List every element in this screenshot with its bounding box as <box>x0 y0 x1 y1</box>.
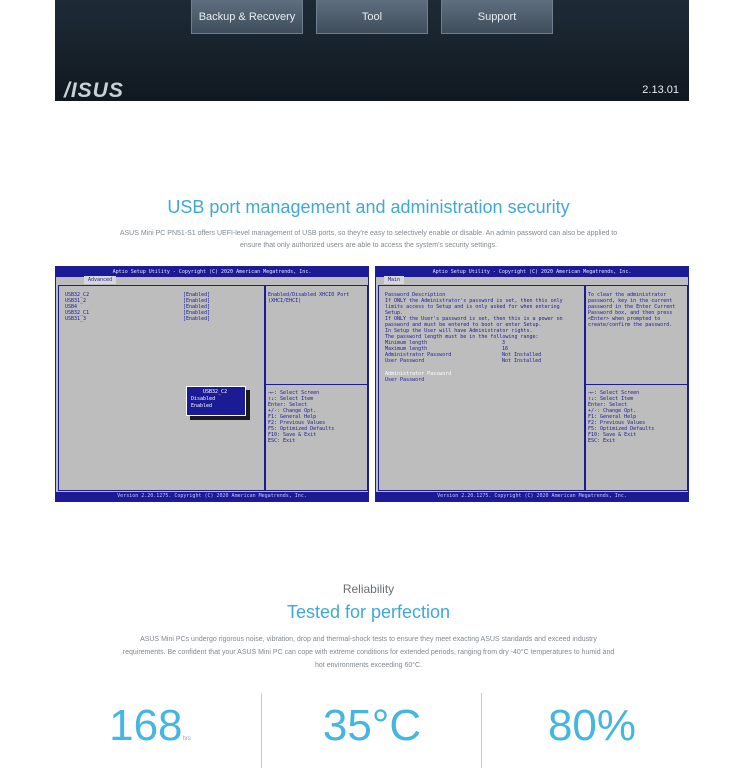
setting-value: Not Installed <box>502 352 542 358</box>
version-label: 2.13.01 <box>642 84 679 96</box>
reliability-label: Reliability <box>342 582 395 596</box>
bios-main-pane <box>58 285 265 491</box>
usb-port-value[interactable]: [Enabled] <box>183 298 211 304</box>
reliability-title: Tested for perfection <box>286 602 451 622</box>
setting-value: 16 <box>502 346 509 352</box>
help-text: Enabled/Disabled XHCI0 Port (XHCI/EHCI) <box>268 292 350 304</box>
bios-screen-usb <box>55 266 369 502</box>
setting-label: Minimum length <box>385 340 428 346</box>
bios-footer: Version 2.20.1275. Copyright (C) 2020 American Megatrends, Inc. <box>376 492 688 501</box>
stat-divider <box>481 693 482 768</box>
stat-humidity <box>522 701 662 751</box>
reliability-text-3: hot environments exceeding 60°C. <box>314 662 423 669</box>
bios-footer: Version 2.20.1275. Copyright (C) 2020 American Megatrends, Inc. <box>56 492 368 501</box>
usb-port-name[interactable]: USB32_C1 <box>65 310 90 316</box>
key-legend: →←: Select Screen ↑↓: Select Item Enter: Select +/-: Change Opt. F1: General Help F2: Previous Values F5: Optimized Defaults F10: Save & Exit ESC: Exit <box>588 390 655 444</box>
usb-port-value[interactable]: [Enabled] <box>183 304 211 310</box>
usb-port-name[interactable]: USB31_2 <box>65 298 87 304</box>
help-text: To clear the administrator password, key in the current password in the Enter Current Password box, and then press <Enter> when prompted to create/confirm the password. <box>588 292 676 328</box>
popup-option-enabled[interactable]: Enabled <box>191 403 213 409</box>
stat-value: 168 <box>109 701 183 750</box>
usb-port-name[interactable]: USB32_C2 <box>65 292 90 298</box>
usb-port-name[interactable]: USB31_3 <box>65 316 87 322</box>
bios-header: Aptio Setup Utility - Copyright (C) 2020 American Megatrends, Inc. <box>56 267 368 277</box>
asus-logo: /ISUS <box>64 79 124 102</box>
bios-utility-banner <box>55 0 689 101</box>
usb-section-title: USB port management and administration security <box>167 197 570 217</box>
backup-recovery-button[interactable]: Backup & Recovery <box>191 0 303 34</box>
tab-main[interactable]: Main <box>384 276 404 284</box>
popup-title: USB32_C2 <box>203 389 228 395</box>
stat-value: 35°C <box>322 701 422 750</box>
setting-value: Not Installed <box>502 358 542 364</box>
popup-option-disabled[interactable]: Disabled <box>191 396 216 402</box>
bios-main-pane <box>378 285 585 491</box>
bios-screen-security <box>375 266 689 502</box>
stat-temperature <box>302 701 442 751</box>
usb-section-subtitle-2: ensure that only authorized users are able to access the system's security settings. <box>240 242 497 249</box>
reliability-text-1: ASUS Mini PCs undergo rigorous noise, vibration, drop and thermal-shock tests to ensure they meet exacting ASUS standards and exceed industry <box>140 636 597 643</box>
option-popup[interactable] <box>186 386 246 416</box>
tool-button[interactable]: Tool <box>316 0 428 34</box>
stat-value: 80% <box>547 701 637 750</box>
support-button[interactable]: Support <box>441 0 553 34</box>
setting-label: Administrator Password <box>385 352 452 358</box>
usb-port-name[interactable]: USB4 <box>65 304 78 310</box>
setting-value: 3 <box>502 340 506 346</box>
bios-header: Aptio Setup Utility - Copyright (C) 2020 American Megatrends, Inc. <box>376 267 688 277</box>
stat-unit: hrs <box>182 736 191 742</box>
setting-label: User Password <box>385 358 425 364</box>
tab-advanced[interactable]: Advanced <box>84 276 116 284</box>
stat-hours <box>100 701 200 751</box>
bios-help-pane <box>585 285 688 491</box>
key-legend: →←: Select Screen ↑↓: Select Item Enter: Select +/-: Change Opt. F1: General Help F2: Previous Values F5: Optimized Defaults F10: Save & Exit ESC: Exit <box>268 390 335 444</box>
setting-label: Maximum length <box>385 346 428 352</box>
usb-port-value[interactable]: [Enabled] <box>183 316 211 322</box>
usb-section-subtitle-1: ASUS Mini PC PN51-S1 offers UEFI-level management of USB ports, so they're easy to selectively enable or disable. An admin password can also be applied to <box>119 230 618 237</box>
usb-port-value[interactable]: [Enabled] <box>183 292 211 298</box>
admin-password-item[interactable]: Administrator Password <box>385 371 452 377</box>
password-description: Password Description If ONLY the Administrator's password is set, then this only limits access to Setup and is only asked for when entering Setup. If ONLY the User's password is set, then this is a power on password and must be entered to boot or enter Setup. In Setup the User will have Administrator rights. The password length must be in the following range: <box>385 292 563 340</box>
reliability-text-2: requirements. Be confident that your ASUS Mini PC can cope with extreme conditions for extended periods, ranging from dry -40°C temperatures to humid and <box>122 649 615 656</box>
stat-divider <box>261 693 262 768</box>
help-divider <box>586 384 687 385</box>
bios-help-pane <box>265 285 368 491</box>
usb-port-value[interactable]: [Enabled] <box>183 310 211 316</box>
help-divider <box>266 384 367 385</box>
user-password-item[interactable]: User Password <box>385 377 425 383</box>
